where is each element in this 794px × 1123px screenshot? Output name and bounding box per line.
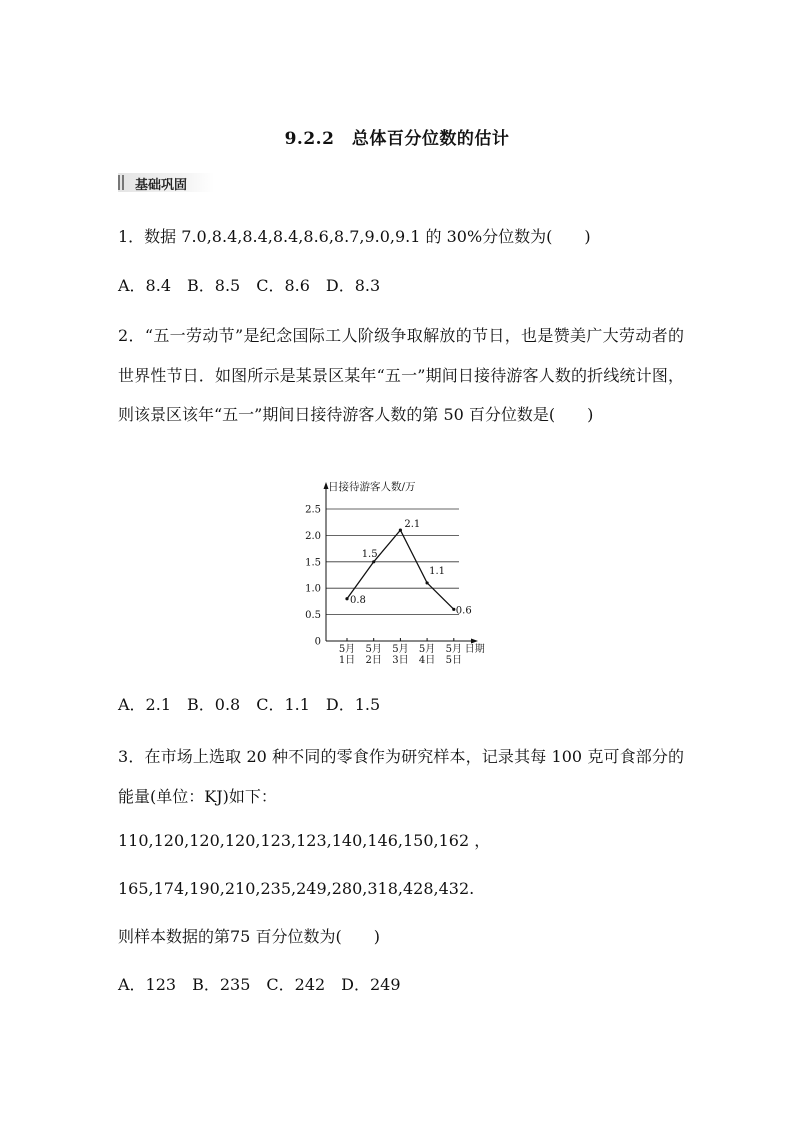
x-axis-arrow-icon	[471, 639, 478, 644]
data-point-2	[399, 529, 402, 532]
question-1-options: A．8.4 B．8.5 C．8.6 D．8.3	[118, 276, 381, 295]
x-axis-title: 日期	[464, 644, 485, 655]
question-2-options: A．2.1 B．0.8 C．1.1 D．1.5	[118, 695, 381, 714]
line-chart	[296, 478, 506, 674]
y-tick-label-0: 0	[314, 636, 321, 648]
x-tick-label-day-4: 5日	[445, 655, 462, 666]
question-2-stem: 2．“五一劳动节”是纪念国际工人阶级争取解放的节日，也是赞美广大劳动者的世界性节日．如图所示是某景区某年“五一”期间日接待游客人数的折线统计图，则该景区该年“五一”期间日接待游客人数的第 50 百分位数是( )	[118, 326, 684, 424]
data-point-0	[345, 597, 348, 600]
x-tick-label-day-3: 4日	[418, 655, 436, 666]
x-tick-label-month-4: 5月	[445, 644, 462, 655]
data-point-1	[372, 560, 375, 563]
page-title: 9.2.2 总体百分位数的估计	[284, 129, 510, 149]
question-1-stem: 1．数据 7.0,8.4,8.4,8.4,8.6,8.7,9.0,9.1 的 30%分位数为( )	[118, 227, 591, 246]
data-label-4: 0.6	[455, 605, 472, 617]
section-tag-label: 基础巩固	[135, 178, 188, 193]
question-3-ask: 则样本数据的第75 百分位数为( )	[118, 927, 380, 946]
data-label-3: 1.1	[429, 565, 446, 577]
question-3-stem: 3．在市场上选取 20 种不同的零食作为研究样本，记录其每 100 克可食部分的能量(单位：KJ)如下：	[118, 747, 684, 806]
question-3-data-line-1: 110,120,120,120,123,123,140,146,150,162 ，	[118, 831, 491, 850]
data-label-1: 1.5	[361, 548, 378, 560]
x-tick-label-day-0: 1日	[338, 655, 356, 666]
tag-bars-icon	[118, 175, 126, 190]
x-tick-label-month-2: 5月	[392, 644, 409, 655]
x-tick-label-month-3: 5月	[418, 644, 436, 655]
x-tick-label-day-2: 3日	[392, 655, 409, 666]
x-tick-label-day-1: 2日	[365, 655, 382, 666]
y-tick-label-1: 0.5	[305, 610, 321, 622]
question-3-options: A．123 B．235 C．242 D．249	[118, 975, 401, 994]
line-chart-svg	[296, 478, 506, 674]
data-label-0: 0.8	[350, 594, 366, 606]
y-axis-title: 日接待游客人数/万	[328, 481, 416, 493]
y-tick-label-5: 2.5	[305, 504, 321, 516]
data-label-2: 2.1	[404, 519, 421, 531]
question-3-data-line-2: 165,174,190,210,235,249,280,318,428,432.	[118, 879, 475, 898]
section-tag	[118, 173, 214, 192]
x-tick-label-month-0: 5月	[338, 644, 356, 655]
y-tick-label-3: 1.5	[305, 557, 321, 569]
x-tick-label-month-1: 5月	[365, 644, 382, 655]
y-tick-label-2: 1.0	[305, 583, 321, 595]
y-tick-label-4: 2.0	[305, 530, 321, 542]
data-point-3	[426, 581, 429, 584]
